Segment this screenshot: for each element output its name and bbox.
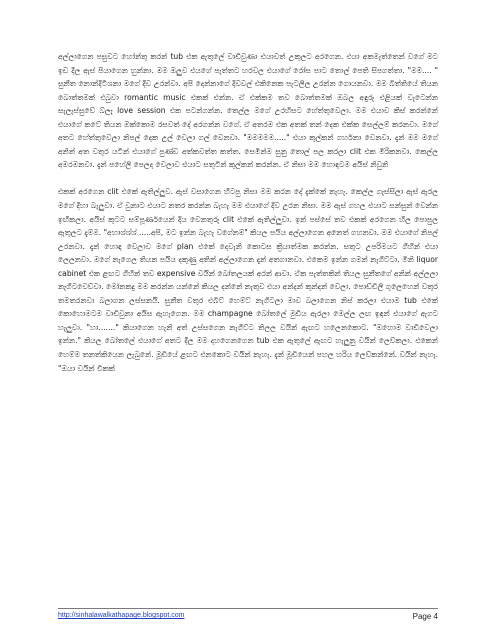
footer-blog-link[interactable]: http://sinhalawalkathapage.blogspot.com (58, 612, 185, 619)
page-number: Page 4 (412, 612, 438, 621)
paragraph-2: එකක් අරගෙන clit එකේ ඇතිල්ලුව. ඇස් වසාගෙන හිටපු නිසා මම කරන දේ දැක්කේ නැහැ. කෙල්ල ගැස්සිලා ඇස් ඇරල මගේ දිහා බැලුවා. ඒ වුනාට එයාට නතර කරන්න බැහැ මම එයාගේ දිව උරන නිසා. මම ඇස් ගහල එයාට සන්සුන් වෙන්න ඉඟිකලා. අයිස් කුටට සම්පූර්ණයෙන් දිය වෙනතුරු clit එකේ ඇතිල්ලුවා. ඉන් පස්සේ තව එකක් අරගෙන හිල පොපුල ඇතුලට දැම්ම. "අහාශ්ශ්ශ් .....අපි, මට ඉන්න බැහැ වගේනම්" කියල පයිය අල්ලාගෙන අනෙත් ගහනවා. මම එයාගේ නිපල් උරනවා. දැන් හොඳ වෙලාව මගේ plan එකේ දෙවැනි කොටස ක්‍රියාත්මක කරන්න. සතුට උපරිමයට ගිහින් එයා ලෙලනවා. මගේ නැගෙල තියන පයිය දකුණු අතින් අල්ලාගෙන දැන් අතගානවා. එකෙම ඉන්න ගමන් නැගිට්ටා. මිනි liquor cabinet එක ළඟට ගිහින් තව expensive වයින් බෝතලයක් අරන් ආවා. ඒක පැත්තකින් තියල සුනීතගේ අනින් අල්ලලා නැගිටවෙව්වා. මෝනකදු මම කරන්න යන්නේ කියල දන්නේ නැතුව එයා අන්දන් කුන්දන් වෙලා. පොඩ්ඩිලි ගුලෙහෙන් වතුර තමතරනවා බලාගන ලස්සනයි. සුනීත වතුර එබිට් හෙම්ට් නැගිටලා මාව බලාගෙන නිස් කරලා එයාම tub එකේ කොහොමටම වාඩිවුනා අයිස ඇහැගෙන. මම champagne බෝතලේ මුඩිය ඇරලා මෙල්ල ලඟ ඉඳන් එයාගේ ඇගට හැලුවා. "හා......." කියාගෙන හැනි අත් උස්සගෙන නැගිට්ට තිලල වයින් ඇඟට හලෙනකොට. "ඔහොම වාඩිවෙලා ඉන්න." කියල බෝතලේ එයාගේ අතට දීල මම දහගෙනගෙන tub එක ඇතුලේ ඇඟට හැලුනු වයින් ලෙව්කලා. එකෙන් හෙම්ම තනත්කියෙන ලැබුනේ. මූඩියේ ළඟට එනකොට වයින් නැහැ. දැන් මූඩියෙන් පහල හරිය ලෙව්කන්නේ. වයින් නැහැ. "ඔයා වයින් විකක් (58, 187, 438, 373)
paragraph-1: අල්ලාගෙන පසුවට හෝන්තු කරන් tub එක ඇතුලේ වාඩිවුණා එයාවත් උකුලට අරගෙන. එයා අකමැත්තෙන් වගේ මට ඉඩ දීල ඇස් පියාගෙන හුන්නා. මම ඔලුව එයගේ පැත්තට හරවල එයාගේ රෝස පාට තොල් පෙති සිපගත්තා. "මම.... " සුනීත නොන්දිටිශනා මගේ දිව උරන්වා. අපි දෙන්නාගේ දිවවල් එකිනෙක පැටලිල උරන්න ගොයනවා. මම බිත්තියේ තියන බොත්තමක් එබුවා romantic music එකක් එන්න. ඒ එක්කම තව බොත්තමක් ඔබල අඳුරු එළියක් වැටෙන්න සැලැස්සුවේ බ්ලෑ love session එක පටන්ගන්න. තෙල්ල මගේ උරහිසට හේත්තුවෙලා. මම එයාව කිස් කරන්නේ එයාගේ කටේ තියන ඔක්කොම රසවත් දේ අරගන්න වගේ. ඒ අතරම එක අතක් තන් දෙක එක්ක සෙල්ලම් කරනවා. මගේ අතට හේත්තුවෙලා නිපල් දෙක උල් වෙලා ගල් වෙනවා. "මමමමම....." එයා කුල්කන් ගර්හනා වෙනවා. දැන් මම මගේ අනිත් අත වතුර යටින් එයාගේ පුණ්ඩ අත්කවත්ත කත්ත. සෙමින්ම සුනු තොල් පල කරලා clit එක මිරිකනවා. කෙල්ල අමරමනවා. දැන් පහේලි පෙලද වෙලාව එයාට සතුටින් කුල්කන් කරන්න. ඒ නිසා මම හොඳටම අයිස් නිවුනි (58, 52, 438, 170)
story-body (58, 50, 438, 375)
page-footer (58, 608, 438, 621)
